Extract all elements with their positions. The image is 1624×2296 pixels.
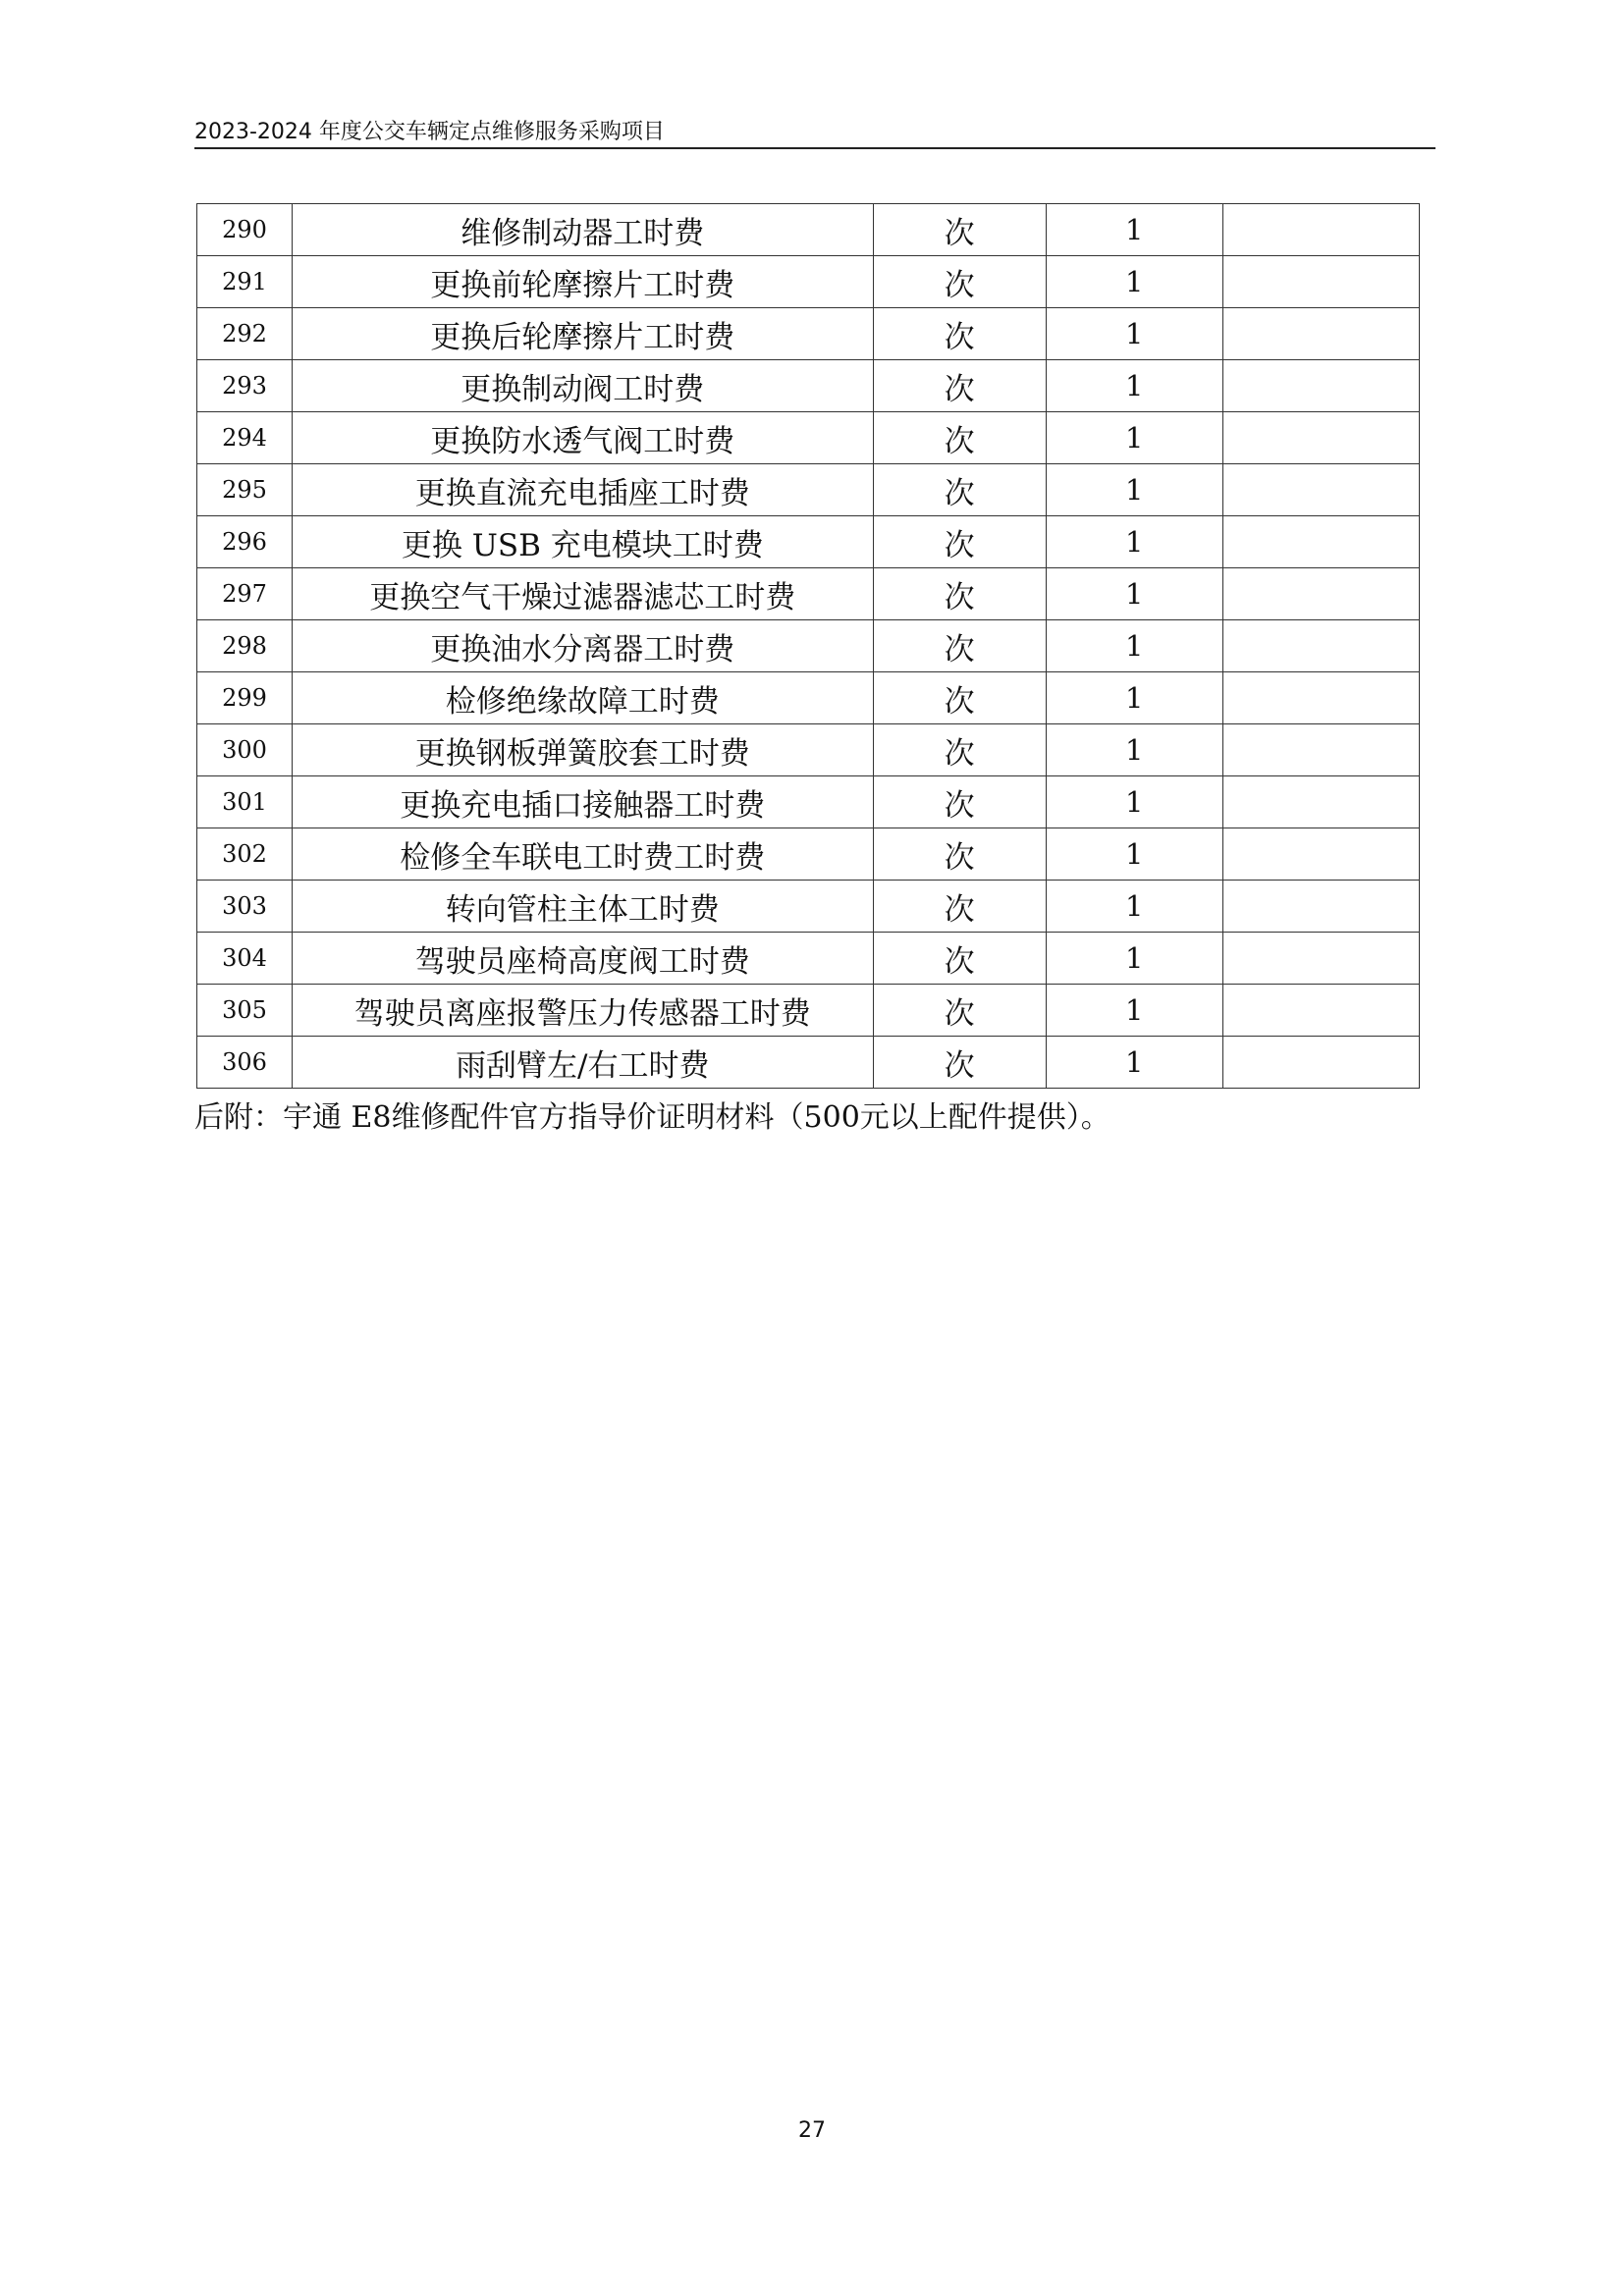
quantity-cell: 1: [1046, 360, 1222, 412]
quantity-cell: 1: [1046, 204, 1222, 256]
unit-cell: 次: [873, 516, 1046, 568]
unit-cell: 次: [873, 204, 1046, 256]
table-row: [197, 464, 1420, 516]
item-name-cell: 维修制动器工时费: [293, 204, 873, 256]
item-number-cell: 295: [197, 464, 293, 516]
quantity-cell: 1: [1046, 308, 1222, 360]
table-row: [197, 308, 1420, 360]
quantity-cell: 1: [1046, 985, 1222, 1037]
item-number-cell: 306: [197, 1037, 293, 1089]
table-row: [197, 672, 1420, 724]
quantity-cell: 1: [1046, 256, 1222, 308]
table-row: [197, 256, 1420, 308]
item-number-cell: 302: [197, 828, 293, 881]
table-row: [197, 360, 1420, 412]
table-row: [197, 412, 1420, 464]
unit-cell: 次: [873, 620, 1046, 672]
item-number-cell: 292: [197, 308, 293, 360]
unit-cell: 次: [873, 724, 1046, 776]
empty-cell: [1222, 464, 1419, 516]
page-number: 27: [798, 2118, 826, 2143]
item-number-cell: 298: [197, 620, 293, 672]
item-number-cell: 297: [197, 568, 293, 620]
empty-cell: [1222, 620, 1419, 672]
item-name-cell: 检修绝缘故障工时费: [293, 672, 873, 724]
table-body: [197, 204, 1420, 1089]
quantity-cell: 1: [1046, 464, 1222, 516]
item-number-cell: 304: [197, 933, 293, 985]
item-name-cell: 更换后轮摩擦片工时费: [293, 308, 873, 360]
table-row: [197, 985, 1420, 1037]
unit-cell: 次: [873, 1037, 1046, 1089]
quantity-cell: 1: [1046, 828, 1222, 881]
table-row: [197, 1037, 1420, 1089]
item-name-cell: 更换空气干燥过滤器滤芯工时费: [293, 568, 873, 620]
empty-cell: [1222, 828, 1419, 881]
item-name-cell: 更换钢板弹簧胶套工时费: [293, 724, 873, 776]
item-name-cell: 驾驶员座椅高度阀工时费: [293, 933, 873, 985]
table-row: [197, 568, 1420, 620]
unit-cell: 次: [873, 308, 1046, 360]
unit-cell: 次: [873, 464, 1046, 516]
empty-cell: [1222, 1037, 1419, 1089]
unit-cell: 次: [873, 776, 1046, 828]
item-name-cell: 更换防水透气阀工时费: [293, 412, 873, 464]
unit-cell: 次: [873, 881, 1046, 933]
unit-cell: 次: [873, 568, 1046, 620]
item-name-cell: 检修全车联电工时费工时费: [293, 828, 873, 881]
unit-cell: 次: [873, 360, 1046, 412]
unit-cell: 次: [873, 412, 1046, 464]
unit-cell: 次: [873, 985, 1046, 1037]
quantity-cell: 1: [1046, 568, 1222, 620]
table-row: [197, 204, 1420, 256]
table-row: [197, 828, 1420, 881]
attachment-note: 后附：宇通 E8维修配件官方指导价证明材料（500元以上配件提供）。: [194, 1100, 1110, 1135]
unit-cell: 次: [873, 828, 1046, 881]
unit-cell: 次: [873, 256, 1046, 308]
quantity-cell: 1: [1046, 933, 1222, 985]
item-number-cell: 299: [197, 672, 293, 724]
item-number-cell: 291: [197, 256, 293, 308]
empty-cell: [1222, 672, 1419, 724]
item-number-cell: 303: [197, 881, 293, 933]
quantity-cell: 1: [1046, 516, 1222, 568]
quantity-cell: 1: [1046, 672, 1222, 724]
item-name-cell: 更换充电插口接触器工时费: [293, 776, 873, 828]
document-header-title: 2023-2024 年度公交车辆定点维修服务采购项目: [194, 120, 665, 144]
quantity-cell: 1: [1046, 881, 1222, 933]
empty-cell: [1222, 204, 1419, 256]
item-number-cell: 296: [197, 516, 293, 568]
empty-cell: [1222, 724, 1419, 776]
empty-cell: [1222, 256, 1419, 308]
item-number-cell: 305: [197, 985, 293, 1037]
item-number-cell: 290: [197, 204, 293, 256]
empty-cell: [1222, 776, 1419, 828]
empty-cell: [1222, 568, 1419, 620]
item-name-cell: 驾驶员离座报警压力传感器工时费: [293, 985, 873, 1037]
empty-cell: [1222, 516, 1419, 568]
quantity-cell: 1: [1046, 1037, 1222, 1089]
item-number-cell: 294: [197, 412, 293, 464]
unit-cell: 次: [873, 933, 1046, 985]
empty-cell: [1222, 881, 1419, 933]
quantity-cell: 1: [1046, 776, 1222, 828]
item-number-cell: 301: [197, 776, 293, 828]
item-name-cell: 更换制动阀工时费: [293, 360, 873, 412]
table-row: [197, 516, 1420, 568]
service-items-table: [196, 203, 1420, 1089]
empty-cell: [1222, 412, 1419, 464]
header-divider: [194, 147, 1435, 149]
empty-cell: [1222, 985, 1419, 1037]
table-row: [197, 933, 1420, 985]
table-row: [197, 620, 1420, 672]
table-row: [197, 881, 1420, 933]
empty-cell: [1222, 933, 1419, 985]
quantity-cell: 1: [1046, 412, 1222, 464]
quantity-cell: 1: [1046, 620, 1222, 672]
item-name-cell: 更换前轮摩擦片工时费: [293, 256, 873, 308]
item-name-cell: 更换油水分离器工时费: [293, 620, 873, 672]
empty-cell: [1222, 308, 1419, 360]
unit-cell: 次: [873, 672, 1046, 724]
item-number-cell: 293: [197, 360, 293, 412]
quantity-cell: 1: [1046, 724, 1222, 776]
item-name-cell: 雨刮臂左/右工时费: [293, 1037, 873, 1089]
item-name-cell: 更换 USB 充电模块工时费: [293, 516, 873, 568]
item-number-cell: 300: [197, 724, 293, 776]
empty-cell: [1222, 360, 1419, 412]
item-name-cell: 更换直流充电插座工时费: [293, 464, 873, 516]
table-row: [197, 724, 1420, 776]
table-row: [197, 776, 1420, 828]
item-name-cell: 转向管柱主体工时费: [293, 881, 873, 933]
